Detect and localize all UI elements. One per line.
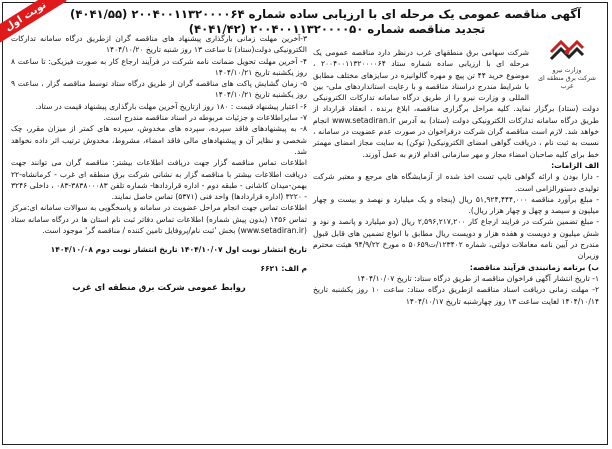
- requirement-estimate: - مبلغ برآورد مناقصه ۵۱,۹۲۴,۴۴۴,۰۰۰ ریال (پنجاه و یک میلیارد و نهصد و بیست و چهار میلیون و سیصد و چهل و چهار هزار ریال).: [313, 194, 600, 216]
- publication-dates: تاریخ انتشار نوبت اول ۱۴۰۴/۱۰/۰۷ تاریخ انتشار نوبت دوم ۱۴۰۴/۱۰/۰۸: [50, 244, 307, 254]
- left-column: [11, 33, 307, 440]
- title-line-2: تجدید مناقصه شماره ۲۰۰۴۰۰۱۱۳۲۰۰۰۰۵۰ (۴۰۴۱/۴۲): [188, 22, 486, 36]
- intro-paragraph: شرکت سهامی برق منطقهای غرب درنظر دارد مناقصه عمومی یک مرحله ای با ارزیابی ساده شماره ستاد ۲۰۰۴۰۰۱۱۳۲۰۰۰۰۶۴ ، موضوع خرید ۴۴ تن پیچ و مهره گالوانیزه در سایزهای مختلف مطابق با شرایط مندرج دراسناد مناقصه و با رعایت استانداردهای ملی- بین المللی و وزارت نیرو را از طریق درگاه سامانه تدارکات الکترونیکی دولت (ستاد) برگزار نماید. کلیه مراحل برگزاری مناقصه، ابلاغ برنده ، انعقاد قرارداد از طریق درگاه سامانه تدارکات الکترونیکی دولت (ستاد) به آدرس www.setadiran.ir انجام خواهد شد. لازم است مناقصه گران شرکت درفراخوان در صورت عدم عضویت در سامانه ، نسبت به ثبت نام ، دریافت گواهی امضای الکترونیکی( توکن) به سایت مجاز امضای مهمتر خط برای کلیه صاحبان امضاء مجاز و مهر سازمانی اقدام لازم به عمل آورند.: [313, 48, 599, 159]
- requirement-type-test: - دارا بودن و ارائه گواهی تایپ تست اخذ شده از آزمایشگاه های مرجع و معتبر شرکت تولیدی دستورالزامی است.: [313, 172, 599, 193]
- schedule-item-1: ۱- تاریخ انتشار آگهی فراخوان مناقصه از طریق درگاه ستاد: تاریخ ۱۴۰۴/۱۰/۰۷: [356, 273, 599, 283]
- requirements-heading: الف الزامات:: [551, 160, 599, 170]
- logo-caption-ministry: وزارت نیرو: [552, 67, 582, 74]
- schedule-item-3: ۳-آخرین مهلت زمانی بارگذاری پیشنهاد های مناقصه گران ازطریق درگاه سامانه تدارکات الکترونیکی دولت(ستاد) تا ساعت ۱۳ روز شنبه تاریخ ۱۴۰۴/۱۰/۲۰: [11, 34, 307, 55]
- reference-number: م الف: ۶۶۲۱: [260, 263, 307, 273]
- schedule-item-7: ۷- سایراطلاعات و جزئیات مربوطه در اسناد مناقصه مندرج است.: [103, 113, 307, 123]
- schedule-heading: ب) برنامه زمانبندی فرآیند مناقصه:: [469, 262, 599, 272]
- power-ministry-logo-icon: [547, 37, 587, 67]
- contact-info-system: اطلاعات تماس جهت انجام مراحل عضویت در سامانه و پاسخگویی به سوالات سامانه ای:مرکز تماس ۱۴۵۶ (بدون پیش شماره) اطلاعات تماس دفاتر ثبت نام استان ها در درگاه سامانه ستاد (www.setadiran.ir) بخش 'ثبت نام/پروفایل تامین کننده / مناقصه گر' موجود است.: [11, 203, 307, 236]
- title-line-1: آگهی مناقصه عمومی یک مرحله ای با ارزیابی ساده شماره ۲۰۰۴۰۰۱۱۳۲۰۰۰۰۶۴ (۴۰۴۱/۵۵): [70, 7, 581, 21]
- schedule-item-8: ۸- به پیشنهادهای فاقد سپرده، سپرده های مخدوش، سپرده های کمتر از میزان مقرر، چک شخصی و نظایر آن و پیشنهادهای مالی فاقد امضاء، مشروط، مخدوش ترتیب اثر داده نخواهد شد.: [11, 124, 307, 156]
- requirement-guarantee: - مبلغ تضمین شرکت در فرایند ارجاع کار ۲,۵۹۶,۲۱۷,۲۰۰ ریال (دو میلیارد و پانصد و نود و شش میلیون و دویست و هفده هزار و دویست ریال مطابق با انواع تضمین های قابل قبول مندرج در آیین نامه معاملات دولتی، شماره ۱۲۳۴۰۲/ت۵۰۶۵۹ ه مورخ ۹۴/۹/۲۲ هیئت محترم وزیران: [313, 217, 599, 261]
- schedule-item-5: ۵- زمان گشایش پاکت های مناقصه گران از طریق درگاه ستاد توسط مناقصه گزار ، ساعت ۹ روز یکشنبه تاریخ ۱۴۰۴/۱۰/۲۱: [11, 79, 307, 100]
- notice-frame: [2, 2, 608, 445]
- schedule-item-2: ۲- مهلت زمانی دریافت اسناد مناقصه ازطریق درگاه ستاد: ساعت ۱۰ روز یکشنبه تاریخ ۱۴۰۴/۱۰/۱۴ لغایت ساعت ۱۳ روز چهارشنبه تاریخ ۱۴۰۴/۱۰/۱۷: [313, 285, 599, 306]
- logo-caption-company: شرکت برق منطقه ای غرب: [538, 75, 596, 90]
- right-column: [313, 47, 599, 440]
- schedule-item-6: ۶- اعتبار پیشنهاد قیمت : ۱۸۰ روز ازتاریخ آخرین مهلت بارگذاری پیشنهاد قیمت در ستاد.: [35, 101, 307, 111]
- contact-info-tenderer: اطلاعات تماس مناقصه گزار جهت دریافت اطلاعات بیشتر: مناقصه گران می توانند جهت دریافت اطلاعات بیشتر با مناقصه گزار به نشانی شرکت برق منطقه ای غرب - کرمانشاه-۲۲ بهمن-میدان کاشانی - طبقه دوم - اداره قراردادها- شماره تلفن ۳۸۳۸۰۰۰۸۳-۰۸۳ ، داخلی ۳۲۴۶ - ۳۲۲۰ (اداره قراردادها) واحد فنی (۵۳۷۱) تماس حاصل نمایند.: [11, 158, 307, 202]
- first-round-ribbon: نوبت اول: [0, 0, 67, 47]
- schedule-item-4: ۴- آخرین مهلت تحویل ضمانت نامه شرکت در فرآیند ارجاع کار به صورت فیزیکی: تا ساعت ۸ روز یکشنبه تاریخ ۱۴۰۴/۱۰/۲۱: [11, 56, 307, 77]
- public-relations-signature: روابط عمومی شرکت برق منطقه ای غرب: [72, 281, 246, 292]
- company-logo: [535, 37, 599, 95]
